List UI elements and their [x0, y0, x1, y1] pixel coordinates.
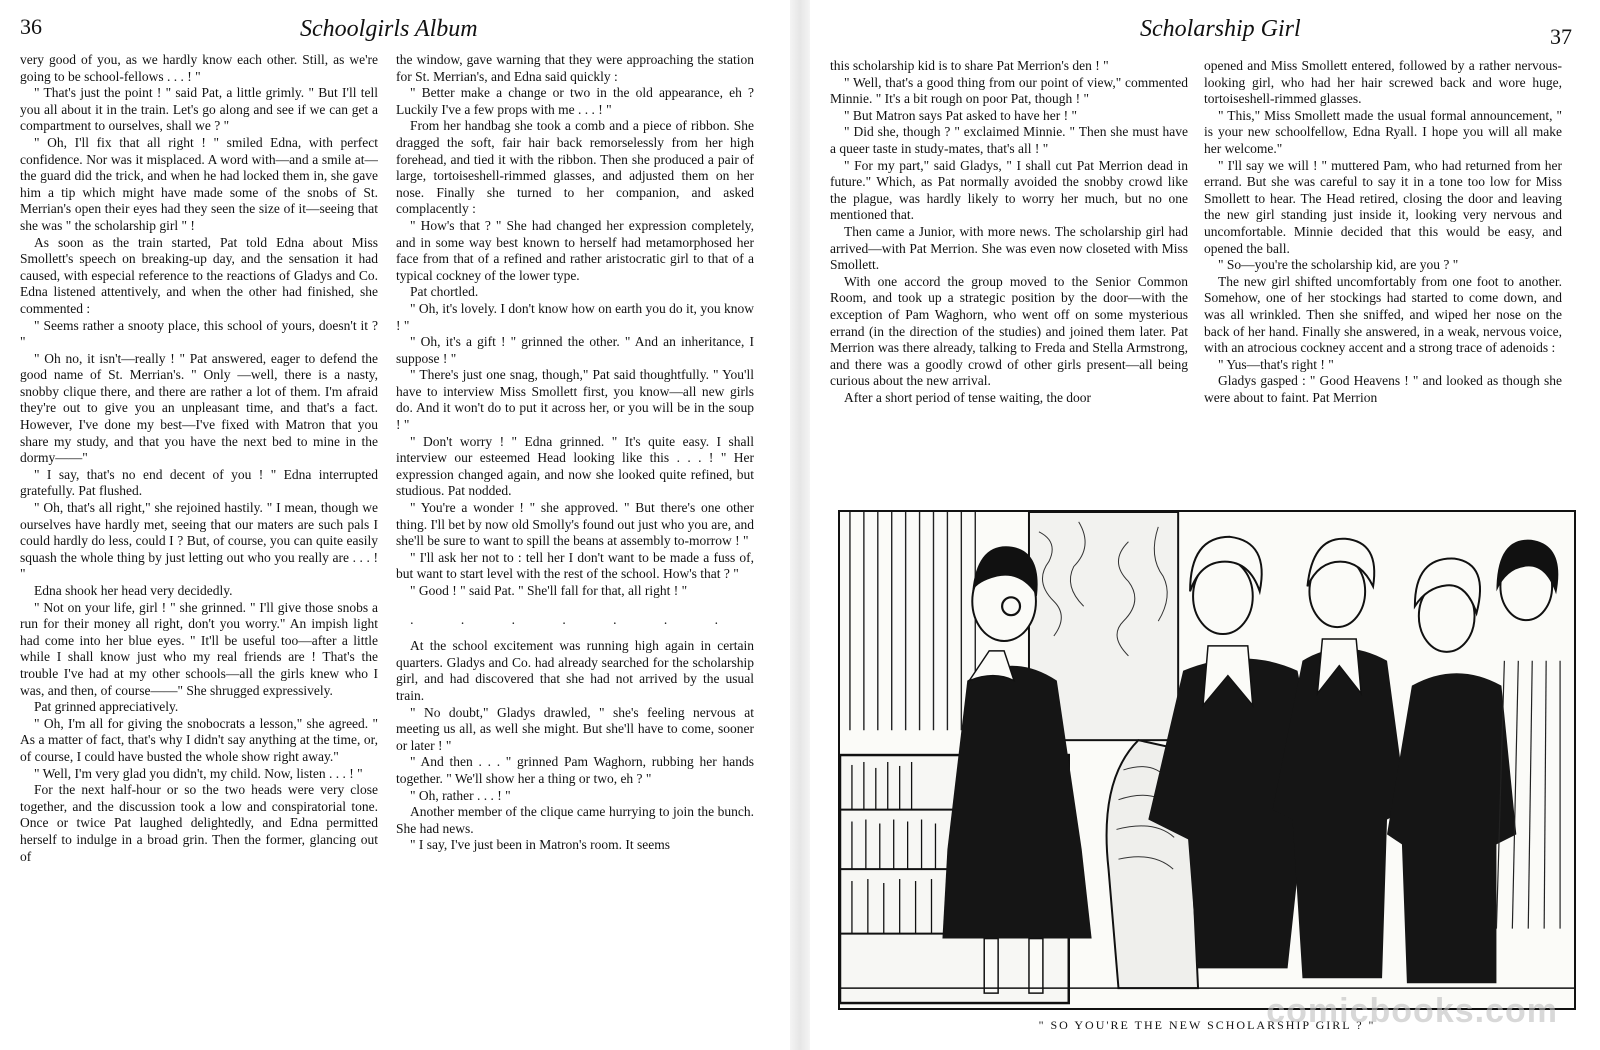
paragraph: " But Matron says Pat asked to have her ! " [844, 107, 1077, 123]
paragraph: " I say, I've just been in Matron's room. It seems [410, 837, 670, 853]
page-gutter [790, 0, 810, 1050]
paragraph: " That's just the point ! " said Pat, a little grimly. " But I'll tell you all about it in the train. Let's go along and see if we can get a compartment to ourselves, shall we ? " [20, 85, 378, 134]
paragraph: Pat chortled. [410, 284, 479, 300]
paragraph: " How's that ? " She had changed her expression completely, and in some way best known to herself had metamorphosed her face from that of a refined and rather aristocratic girl to that of a typical cockney of the lower type. [396, 217, 754, 283]
paragraph: At the school excitement was running high again in certain quarters. Gladys and Co. had already searched for the scholarship girl, and had discovered that she had not arrived by the usual train. [396, 638, 754, 703]
paragraph: " This," Miss Smollett made the usual formal announcement, " is your new schoolfellow, Edna Ryall. I hope you will all make her welcome." [1204, 107, 1562, 156]
paragraph: " I'll say we will ! " muttered Pam, who had returned from her errand. But she was careful to say it in a tone too low for Miss Smollett to hear. The Head retired, closing the door and leaving the new girl standing just inside it, looking very nervous and uncomfortable. Minnie decided that this would be easy, and opened the ball. [1204, 157, 1562, 256]
paragraph: " So—you're the scholarship kid, are you ? " [1218, 257, 1459, 273]
paragraph: After a short period of tense waiting, the door [844, 389, 1092, 405]
paragraph: " Don't worry ! " Edna grinned. " It's quite easy. I shall interview our esteemed Head looking like this . . . ! " Her expression changed again, and now she looked quite refined, but studious. Pat nodded. [396, 433, 754, 499]
paragraph: " Oh, it's a gift ! " grinned the other. " And an inheritance, I suppose ! " [396, 334, 754, 366]
right-page [810, 0, 1600, 1050]
paragraph: As soon as the train started, Pat told Edna about Miss Smollett's speech on breaking-up day, and the sensation it had caused, with especial reference to the reactions of Gladys and Co. Edna listened attentively, and when the other had finished, she commented : [20, 234, 378, 316]
paragraph: " And then . . . " grinned Pam Waghorn, rubbing her hands together. " We'll show her a thing or two, eh ? " [396, 754, 754, 786]
paragraph: the window, gave warning that they were approaching the station for St. Merrian's, and Edna said quickly : [396, 52, 754, 84]
paragraph: " Oh, rather . . . ! " [410, 787, 511, 803]
paragraph: The new girl shifted uncomfortably from one foot to another. Somehow, one of her stockings had started to come down, and was all wrinkled. Then she sniffed, and wiped her nose on the back of her hand. Finally she answered, in a weak, nervous voice, with an atrocious cockney accent and a strong trace of adenoids : [1204, 273, 1562, 356]
paragraph: Edna shook her head very decidedly. [34, 583, 233, 598]
paragraph: " Yus—that's right ! " [1218, 356, 1334, 372]
text-column [20, 52, 378, 1032]
paragraph: " For my part," said Gladys, " I shall cut Pat Merrion dead in future." Which, as Pat normally avoided the snobby crowd like the plague, was hardly likely to worry her much, but no one mentioned that. [830, 157, 1188, 223]
paragraph: " Did she, though ? " exclaimed Minnie. " Then she must have a queer taste in study-mates, that's all ! " [830, 124, 1188, 156]
paragraph: " Oh, I'll fix that all right ! " smiled Edna, with perfect confidence. Nor was it misplaced. A word with—and a smile at—the guard did the trick, and when he had locked them in, she gave him a tip which might have made some of the snobs of St. Merrian's open their eyes had they seen the size of it—seeing that she was " the scholarship girl " ! [20, 134, 378, 233]
running-title: Schoolgirls Album [300, 16, 478, 42]
illustration [838, 510, 1576, 1010]
text-column [1204, 58, 1562, 478]
illustration-drawing [840, 512, 1574, 1008]
illustration-caption: " SO YOU'RE THE NEW SCHOLARSHIP GIRL ? " [1038, 1018, 1376, 1032]
paragraph: " Well, I'm very glad you didn't, my child. Now, listen . . . ! " [34, 765, 363, 781]
paragraph: " Good ! " said Pat. " She'll fall for that, all right ! " [410, 583, 688, 598]
text-column [830, 58, 1188, 478]
left-page [0, 0, 790, 1050]
paragraph: " There's just one snag, though," Pat said thoughtfully. " You'll have to interview Miss Smollett first, you know—all new girls do. And it won't do to put it across her, or you will be in the soup ! " [396, 367, 754, 433]
paragraph: " I'll ask her not to : tell her I don't want to be made a fuss of, but want to start level with the rest of the school. How's that ? " [396, 549, 754, 582]
paragraph: " I say, that's no end decent of you ! " Edna interrupted gratefully. Pat flushed. [20, 466, 378, 499]
section-break: . . . . . . . [410, 611, 740, 627]
page-number: 36 [20, 14, 42, 39]
running-title: Scholarship Girl [1140, 16, 1301, 42]
paragraph: " Oh, that's all right," she rejoined hastily. " I mean, though we ourselves have hardly met, seeing that our maters are such pals I could hardly do less, could I ? But, of course, you can quite easily squash the whole thing by just letting out who you really are . . . ! " [20, 500, 378, 582]
paragraph: Gladys gasped : " Good Heavens ! " and looked as though she were about to faint. Pat Merrion [1204, 373, 1562, 405]
paragraph: " Well, that's a good thing from our point of view," commented Minnie. " It's a bit rough on poor Pat, though ! " [830, 74, 1188, 107]
paragraph: Pat grinned appreciatively. [34, 699, 179, 715]
text-column [396, 52, 754, 1032]
page-number: 37 [1550, 24, 1572, 49]
paragraph: " Oh no, it isn't—really ! " Pat answered, eager to defend the good name of St. Merrian's. " Only —well, there is a nasty, snobby clique there, and there are rather a lot of them. I'm afraid they're out to give you an unpleasant time, and that's a fact. However, I've done my best—I've fixed with Matron that you share my study, and that you have the next bed to mine in the dormy——" [20, 350, 378, 466]
paragraph: " Better make a change or two in the old appearance, eh ? Luckily I've a few props with me . . . ! " [396, 85, 754, 117]
paragraph: Another member of the clique came hurrying to join the bunch. She had news. [396, 804, 754, 836]
paragraph: very good of you, as we hardly know each other. Still, as we're going to be school-fellows . . . ! " [20, 52, 378, 84]
paragraph: opened and Miss Smollett entered, followed by a rather nervous-looking girl, who had her hair screwed back and wore huge, tortoiseshell-rimmed glasses. [1204, 58, 1562, 107]
paragraph: " Not on your life, girl ! " she grinned. " I'll give those snobs a run for their money all right, don't you worry." An impish light had come into her blue eyes. " It'll be useful too—after a little while I shall know just who my real friends are ! That's the trouble I've had at my other schools—all the girls knew who I was, and then, of course——" She shrugged expressively. [20, 599, 378, 698]
paragraph: From her handbag she took a comb and a piece of ribbon. She dragged the soft, fair hair back remorselessly from her high forehead, and tied it with the ribbon. Then she produced a pair of large, tortoiseshell-rimmed glasses, and adjusted them on her nose. Finally she turned to her companion, and asked complacently : [396, 118, 754, 217]
paragraph: With one accord the group moved to the Senior Common Room, and took up a strategic position by the door—with the exception of Pam Waghorn, who went off on some mysterious errand (in the direction of the studies) and joined them later. Pat Merrion was there already, talking to Freda and Stella Armstrong, and there was a goodly crowd of other girls present—all being curious about the new arrival. [830, 273, 1188, 389]
paragraph: For the next half-hour or so the two heads were very close together, and the discussion took a low and conspiratorial tone. Once or twice Pat laughed delightedly, and Edna permitted herself to indulge in a broad grin. Then the former, glancing out of [20, 782, 378, 864]
paragraph: " No doubt," Gladys drawled, " she's feeling nervous at meeting us all, as well she might. But she'll have to come, sooner or later ! " [396, 704, 754, 753]
paragraph: Then came a Junior, with more news. The scholarship girl had arrived—with Pat Merrion. She was even now closeted with Miss Smollett. [830, 223, 1188, 273]
watermark: comicbooks.com [1266, 992, 1558, 1030]
paragraph: " Seems rather a snooty place, this school of yours, doesn't it ? " [20, 317, 378, 350]
paragraph: " Oh, I'm all for giving the snobocrats a lesson," she agreed. " As a matter of fact, that's why I didn't say anything at the time, or, of course, I could have busted the whole show right away." [20, 715, 378, 764]
paragraph: " You're a wonder ! " she approved. " But there's one other thing. I'll bet by now old Smolly's found out just who you are, and she'll be sure to want to spill the beans at assembly to-morrow ! " [396, 500, 754, 549]
paragraph: " Oh, it's lovely. I don't know how on earth you do it, you know ! " [396, 300, 754, 333]
paragraph: this scholarship kid is to share Pat Merrion's den ! " [830, 58, 1109, 73]
